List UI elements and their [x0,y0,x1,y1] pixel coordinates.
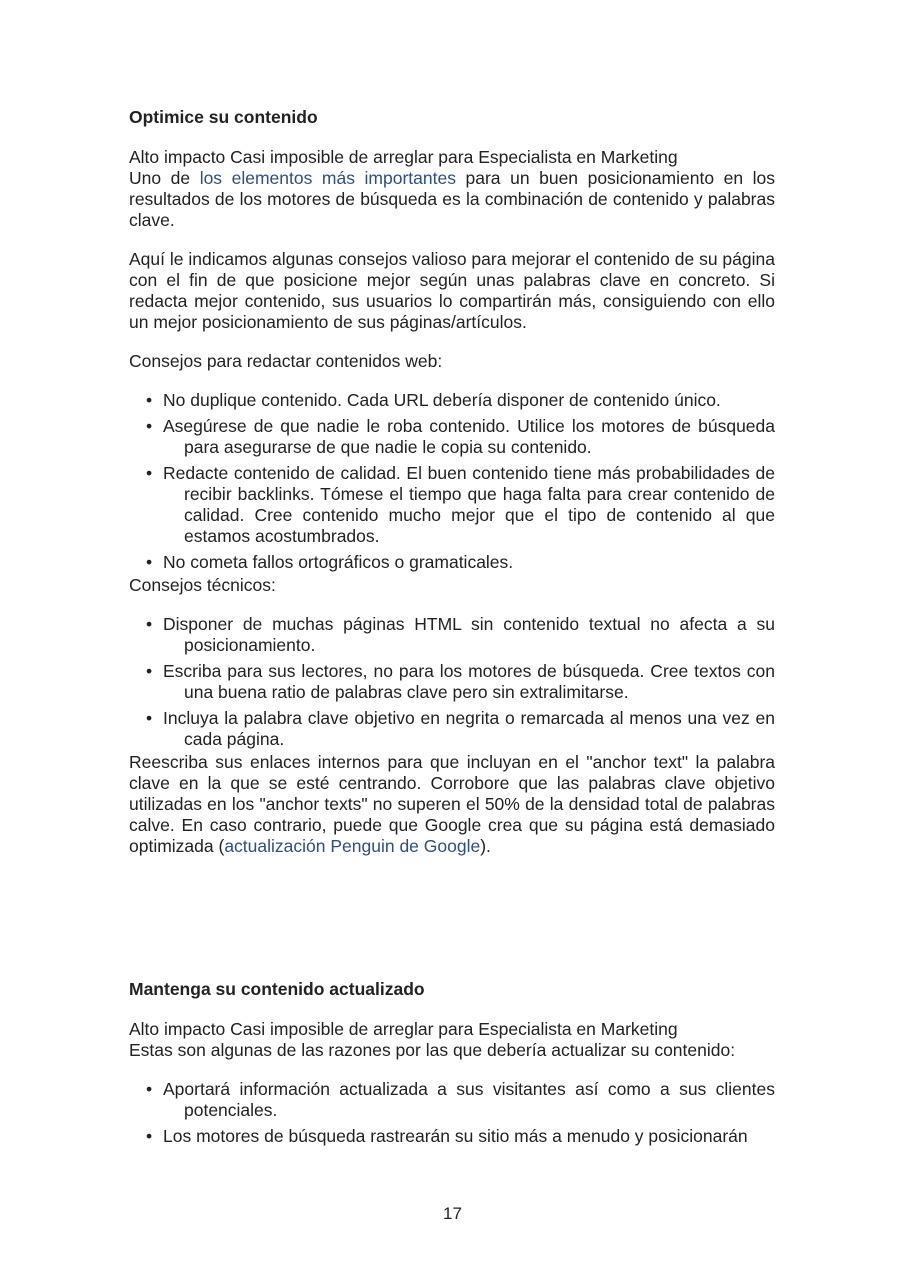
bullet-icon: • [146,463,153,483]
bullet-icon: • [146,708,153,728]
list-item [129,708,775,750]
intro-paragraph [129,168,775,231]
tech-tips-list [129,614,775,750]
page-number: 17 [443,1204,462,1223]
intro-text-pre: Uno de [129,168,200,188]
section-title-optimize-content: Optimice su contenido [129,107,318,127]
update-reasons-list [129,1079,775,1147]
tech-tips-title: Consejos técnicos: [129,575,276,595]
closing-paragraph [129,752,775,857]
list-item-text: Los motores de búsqueda rastrearán su sitio más a menudo y posicionarán [163,1126,748,1146]
update-reasons-intro: Estas son algunas de las razones por las que debería actualizar su contenido: [129,1040,736,1060]
bullet-icon: • [146,1126,153,1146]
closing-text-pre: Reescriba sus enlaces internos para que incluyan en el "anchor text" la palabra clave en la que se esté centrando. Corrobore que las palabras clave objetivo utilizadas en los "anchor texts" no superen el 50% de la densidad total de palabras calve. En caso contrario, puede que Google crea que su página está demasiado optimizada ( [129,752,775,856]
bullet-icon: • [146,1079,153,1099]
bullet-icon: • [146,416,153,436]
list-item-text: Escriba para sus lectores, no para los motores de búsqueda. Cree textos con una buena ratio de palabras clave pero sin extralimitarse. [163,661,775,702]
list-item-text: Disponer de muchas páginas HTML sin contenido textual no afecta a su posicionamiento. [163,614,775,655]
advice-paragraph: Aquí le indicamos algunas consejos valioso para mejorar el contenido de su página con el fin de que posicione mejor según unas palabras clave en concreto. Si redacta mejor contenido, sus usuarios lo compartirán más, consiguiendo con ello un mejor posicionamiento de sus páginas/artículos. [129,249,775,332]
list-item [129,390,775,411]
list-item [129,614,775,656]
intro-text-post: para un buen posicionamiento en los resultados de los motores de búsqueda es la combinación de contenido y palabras clave. [129,168,775,230]
penguin-update-link[interactable]: actualización Penguin de Google [224,836,481,856]
list-item [129,661,775,703]
important-elements-link[interactable]: los elementos más importantes [199,168,456,188]
section-spacer [129,875,775,979]
web-tips-list [129,390,775,573]
list-item-text: Redacte contenido de calidad. El buen contenido tiene más probabilidades de recibir backlinks. Tómese el tiempo que haga falta para crear contenido de calidad. Cree contenido mucho mejor que el tipo de contenido al que estamos acostumbrados. [163,463,775,546]
list-item-text: No cometa fallos ortográficos o gramaticales. [163,552,514,572]
web-tips-title: Consejos para redactar contenidos web: [129,351,443,371]
list-item-text: Incluya la palabra clave objetivo en negrita o remarcada al menos una vez en cada página. [163,708,775,749]
bullet-icon: • [146,661,153,681]
list-item [129,416,775,458]
list-item [129,1079,775,1121]
list-item [129,552,775,573]
closing-text-post: ). [480,836,491,856]
page-content [129,107,775,1152]
list-item [129,463,775,547]
bullet-icon: • [146,390,153,410]
bullet-icon: • [146,552,153,572]
section-title-keep-updated: Mantenga su contenido actualizado [129,979,425,999]
impact-line: Alto impacto Casi imposible de arreglar para Especialista en Marketing [129,1019,678,1039]
list-item-text: Asegúrese de que nadie le roba contenido. Utilice los motores de búsqueda para asegurarse de que nadie le copia su contenido. [163,416,775,457]
bullet-icon: • [146,614,153,634]
list-item-text: No duplique contenido. Cada URL debería disponer de contenido único. [163,390,721,410]
list-item [129,1126,775,1147]
list-item-text: Aportará información actualizada a sus visitantes así como a sus clientes potenciales. [163,1079,775,1120]
impact-line: Alto impacto Casi imposible de arreglar para Especialista en Marketing [129,147,678,167]
